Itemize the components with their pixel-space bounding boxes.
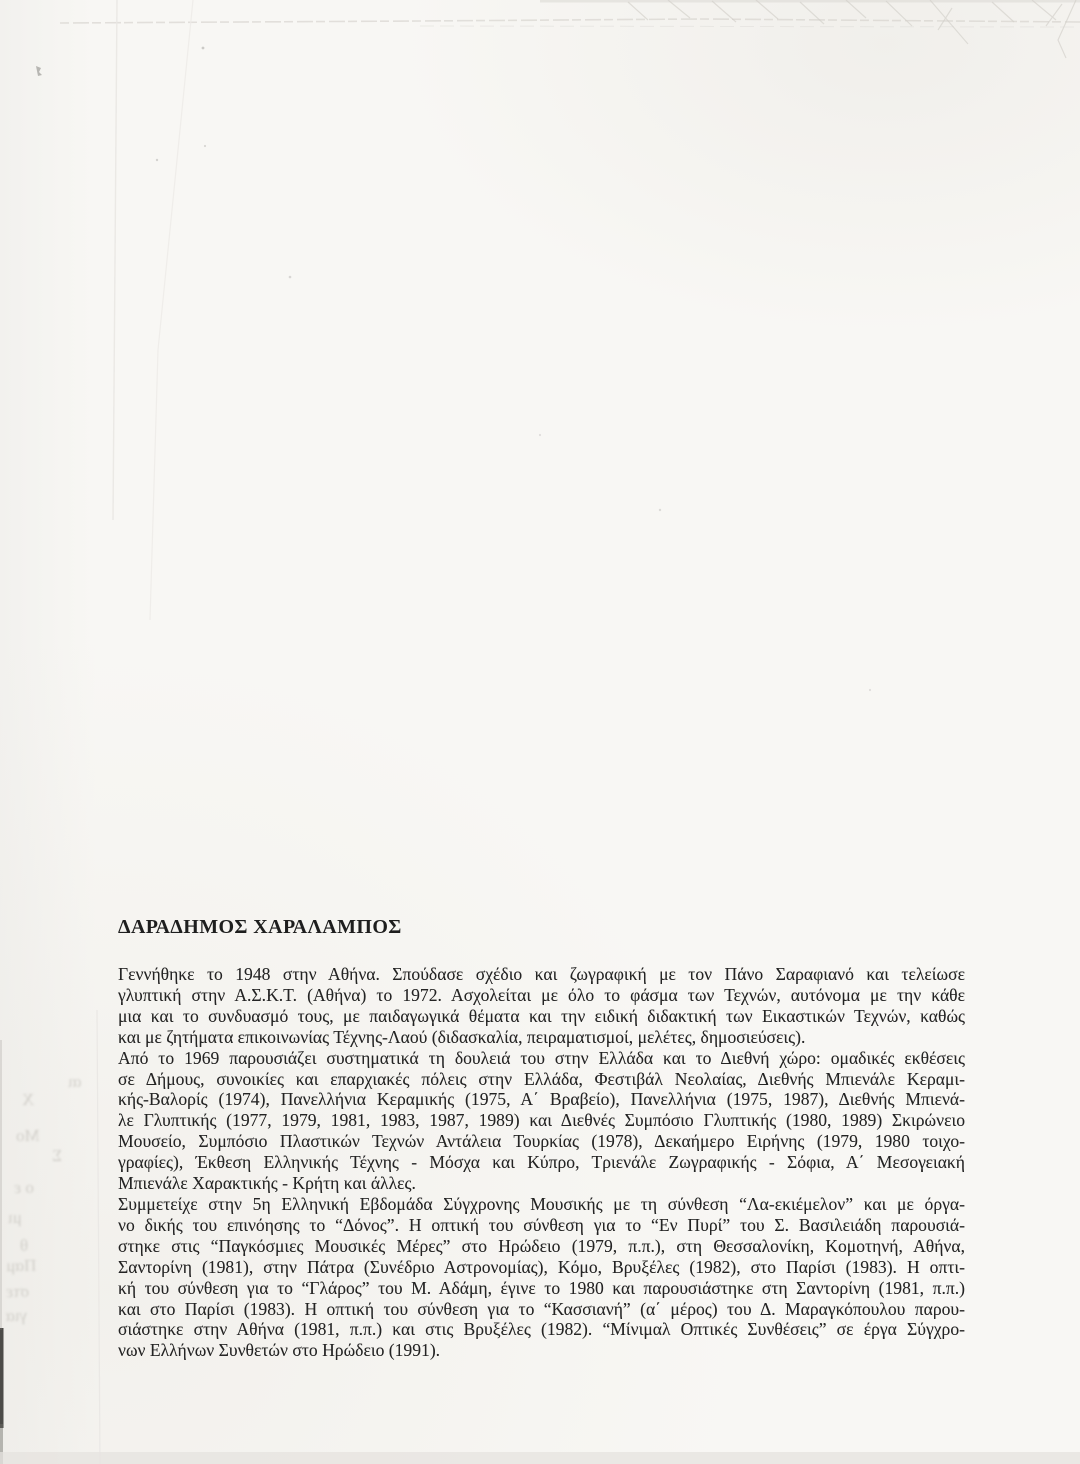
biography-text-line: σε Δήμους, συνοικίες και επαρχιακές πόλεις στην Ελλάδα, Φεστιβάλ Νεολαίας, Διεθνής Μπιενάλε Κεραμι- (118, 1068, 965, 1089)
biography-text-line: κή του σύνθεση για το “Γλάρος” του Μ. Αδάμη, έγινε το 1980 και παρουσιάστηκε στη Σαντορίνη (1981, π.π.) (118, 1277, 965, 1298)
biography-text-line: Σαντορίνη (1981), στην Πάτρα (Συνέδριο Αστρονομίας), Κόμο, Βρυξέλες (1982), στο Παρίσι (1983). Η οπτι- (118, 1256, 965, 1277)
bleed-through-mark: Χ (21, 1089, 35, 1110)
paper-specks (36, 47, 871, 692)
biography-text-line: Γεννήθηκε το 1948 στην Αθήνα. Σπούδασε σχέδιο και ζωγραφική με τον Πάνο Σαραφιανό και τελείωσε (118, 964, 965, 984)
biography-text-line: νο δικής του επινόησης το “Δόνος”. Η οπτική του σύνθεση για το “Εν Πυρί” του Σ. Βασιλειάδη παρουσιά- (118, 1214, 965, 1235)
biography-text-line: και με ζητήματα επικοινωνίας Τέχνης-Λαού (διδασκαλία, πειραματισμοί, μελέτες, δημοσιεύσεις). (118, 1026, 806, 1047)
crease-vertical-top (113, 0, 117, 520)
biography-text-line: κής-Βαλορίς (1974), Πανελλήνια Κεραμικής (1975, Α΄ Βραβείο), Πανελλήνια (1975, 1987), Διεθνής Μπιενά- (118, 1089, 965, 1110)
biography-text-line: λε Γλυπτικής (1977, 1979, 1981, 1983, 1987, 1989) και Διεθνές Συμπόσιο Γλυπτικής (1980, 1989) Σκιρώνειο (118, 1110, 965, 1131)
bleed-through-mark: για (5, 1305, 28, 1326)
binding-edge-strip-faint (0, 1040, 2, 1330)
biography-text-line: στηκε στις “Παγκόσμιες Μουσικές Μέρες” στο Ηρώδειο (1979, π.π.), στη Θεσσαλονίκη, Κομοτηνή, Αθήνα, (118, 1235, 965, 1256)
binding-edge-strip-dark (0, 1328, 4, 1428)
scuff-line-horizontal-2 (420, 26, 1080, 27)
page-bottom-edge-shade (0, 1452, 1080, 1464)
bleed-through-mark: μι (7, 1207, 22, 1228)
biography-text-line: γλυπτική στην Α.Σ.Κ.Τ. (Αθήνα) το 1972. Ασχολείται με όλο το φάσμα των Τεχνών, αυτόνομα με την κάθε (118, 984, 965, 1005)
binding-edge-strip-fade (0, 1424, 3, 1464)
bleed-through-mark: θ (19, 1235, 29, 1256)
biography-text-line: και στο Παρίσι (1983). Η οπτική του σύνθεση για το “Κασσιανή” (α΄ μέρος) του Δ. Μαραγκόπουλου παρου- (118, 1298, 965, 1319)
biography-text-line: νων Ελλήνων Συνθετών στο Ηρώδειο (1991). (118, 1340, 441, 1361)
biography-text-line: μια και το συνδυασμό τους, με παιδαγωγικά θέματα και την ειδική διδακτική των Εικαστικών Τεχνών, καθώς (118, 1005, 965, 1026)
bleed-through-mark: αι (67, 1071, 82, 1092)
bleed-through-mark: ο ε (13, 1177, 35, 1198)
artist-name-heading: ΔΑΡΑΔΗΜΟΣ ΧΑΡΑΛΑΜΠΟΣ (118, 916, 402, 938)
crease-diagonal (150, 0, 193, 620)
biography-text-line: σιάστηκε στην Αθήνα (1981, π.π.) και στις Βρυξέλες (1982). “Μίνιμαλ Οπτικές Συνθέσεις” σε έργα Σύγχρο- (118, 1319, 965, 1340)
page-top-edge-shade (540, 0, 1080, 3)
bleed-through-mark: Σ (51, 1145, 63, 1166)
biography-text (118, 964, 965, 1361)
scuff-line-horizontal (60, 19, 1080, 23)
biography-text-line: Μουσείο, Συμπόσιο Πλαστικών Τεχνών Αντάλεια Τουρκίας (1978), Δεκαήμερο Ειρήνης (1979, 1980 τοιχο- (118, 1131, 965, 1152)
scuff-hatches (628, 0, 1076, 58)
biography-text-line: Από το 1969 παρουσιάζει συστηματικά τη δουλειά του στην Ελλάδα και το Διεθνή χώρο: ομαδικές εκθέσεις (118, 1047, 965, 1068)
biography-text-line: Μπιενάλε Χαρακτικής - Κρήτη και άλλες. (118, 1173, 416, 1194)
biography-text-line: Συμμετείχε στην 5η Ελληνική Εβδομάδα Σύγχρονης Μουσικής με τη σύνθεση “Λα-εκιέμελον” και με όργα- (118, 1193, 965, 1214)
bleed-through-mark: Παμ (5, 1255, 37, 1276)
bleed-through-mark: στε (5, 1281, 30, 1302)
bleed-through-mark: Μο (15, 1125, 40, 1146)
biography-text-line: γραφίες), Έκθεση Ελληνικής Τέχνης - Μόσχα και Κύπρο, Τριενάλε Ζωγραφικής - Σόφια, Α΄ Μεσογειακή (118, 1152, 965, 1173)
crease-vertical-bottom (97, 1010, 100, 1464)
